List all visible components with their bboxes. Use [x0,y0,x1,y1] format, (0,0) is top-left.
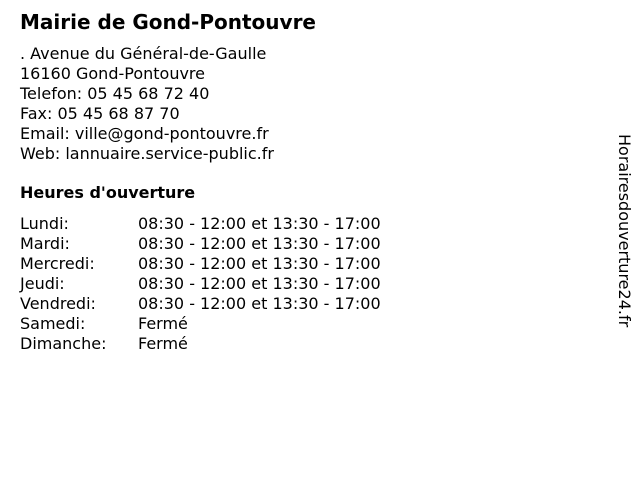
email-address: Email: ville@gond-pontouvre.fr [20,124,269,143]
street-address: . Avenue du Général-de-Gaulle [20,44,267,63]
day-label: Dimanche: [20,334,107,353]
time-value: Fermé [138,314,188,333]
time-value: 08:30 - 12:00 et 13:30 - 17:00 [138,214,381,233]
day-label: Lundi: [20,214,69,233]
day-label: Samedi: [20,314,86,333]
site-watermark: Horairesdouverture24.fr [615,134,634,328]
time-value: Fermé [138,334,188,353]
fax-number: Fax: 05 45 68 87 70 [20,104,180,123]
day-label: Jeudi: [20,274,65,293]
time-value: 08:30 - 12:00 et 13:30 - 17:00 [138,234,381,253]
contact-details [20,44,274,164]
day-label: Mardi: [20,234,70,253]
page-title: Mairie de Gond-Pontouvre [20,10,316,34]
day-label: Vendredi: [20,294,96,313]
city-postcode: 16160 Gond-Pontouvre [20,64,205,83]
time-value: 08:30 - 12:00 et 13:30 - 17:00 [138,294,381,313]
website: Web: lannuaire.service-public.fr [20,144,274,163]
time-value: 08:30 - 12:00 et 13:30 - 17:00 [138,254,381,273]
opening-hours-heading: Heures d'ouverture [20,183,196,202]
phone-number: Telefon: 05 45 68 72 40 [20,84,210,103]
day-label: Mercredi: [20,254,95,273]
time-value: 08:30 - 12:00 et 13:30 - 17:00 [138,274,381,293]
